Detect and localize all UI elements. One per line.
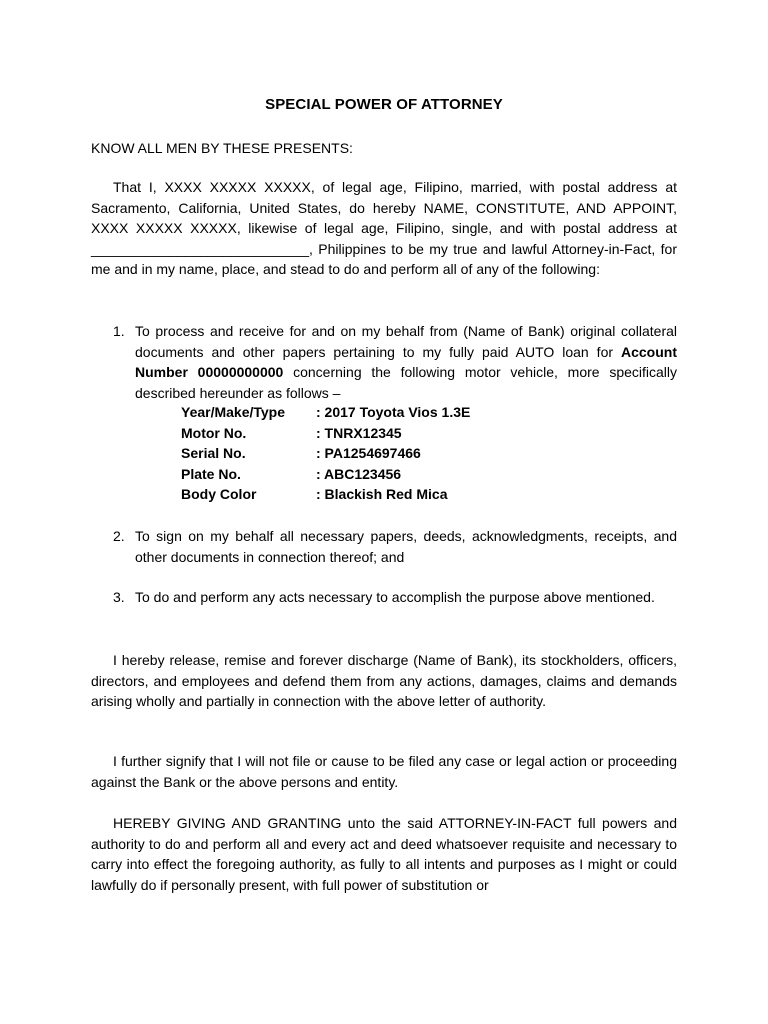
vehicle-row-serial-no bbox=[181, 443, 470, 464]
vehicle-row-year-make-type bbox=[181, 402, 470, 423]
vehicle-label: Plate No. bbox=[181, 465, 241, 482]
vehicle-value: : PA1254697466 bbox=[316, 445, 421, 461]
item-text-after: concerning the following motor vehicle, more specifically described hereunder as follows – bbox=[135, 364, 678, 401]
vehicle-value: : Blackish Red Mica bbox=[316, 486, 448, 502]
numbered-list-final bbox=[113, 587, 677, 608]
numbered-list-continued bbox=[113, 526, 677, 567]
vehicle-value: : TNRX12345 bbox=[316, 424, 402, 441]
vehicle-label: Year/Make/Type bbox=[181, 404, 286, 420]
signify-paragraph: I further signify that I will not file or cause to be filed any case or legal action or proceeding against the Bank or the above persons and entity. bbox=[91, 753, 677, 790]
numbered-list bbox=[113, 321, 677, 403]
list-item-number: 2. bbox=[113, 528, 125, 544]
vehicle-value: : 2017 Toyota Vios 1.3E bbox=[316, 404, 471, 420]
list-item-text: To sign on my behalf all necessary papers, deeds, acknowledgments, receipts, and other documents in connection thereof; and bbox=[135, 528, 677, 565]
list-item bbox=[113, 587, 677, 608]
vehicle-row-body-color bbox=[181, 484, 470, 505]
list-item bbox=[113, 526, 677, 567]
intro-paragraph: That I, XXXX XXXXX XXXXX, of legal age, Filipino, married, with postal address at Sacramento, California, United States, do hereby NAME, CONSTITUTE, AND APPOINT, XXXX XXXXX XXXXX, likewise of legal age, Filipino, single, and with postal address at ____________________________, Philippines to be my true and lawful Attorney-in-Fact, for me and in my name, place, and stead to do and perform all of any of the following: bbox=[91, 179, 677, 277]
vehicle-row-motor-no bbox=[181, 423, 470, 444]
list-item-text: To do and perform any acts necessary to accomplish the purpose above mentioned. bbox=[135, 589, 655, 605]
list-item-number: 3. bbox=[113, 589, 125, 605]
vehicle-row-plate-no bbox=[181, 464, 470, 485]
granting-paragraph: HEREBY GIVING AND GRANTING unto the said ATTORNEY-IN-FACT full powers and authority to do and perform all and every act and deed whatsoever requisite and necessary to carry into effect the foregoing authority, as fully to all intents and purposes as I might or could lawfully do if personally present, with full power of substitution or bbox=[91, 815, 677, 893]
vehicle-details bbox=[181, 402, 470, 505]
account-number: Account Number 00000000000 bbox=[135, 343, 677, 380]
item-text-before: To process and receive for and on my behalf from (Name of Bank) original collateral documents and other papers pertaining to my fully paid AUTO loan for bbox=[135, 323, 677, 360]
list-item bbox=[113, 321, 677, 403]
document-title: SPECIAL POWER OF ATTORNEY bbox=[265, 96, 503, 113]
vehicle-label: Serial No. bbox=[181, 445, 246, 461]
vehicle-value: : ABC123456 bbox=[316, 465, 402, 482]
release-paragraph: I hereby release, remise and forever discharge (Name of Bank), its stockholders, officers, directors, and employees and defend them from any actions, damages, claims and demands arising wholly and partially in connection with the above letter of authority. bbox=[91, 652, 677, 709]
vehicle-label: Motor No. bbox=[181, 424, 247, 441]
list-item-number: 1. bbox=[113, 323, 125, 339]
salutation: KNOW ALL MEN BY THESE PRESENTS: bbox=[91, 140, 353, 156]
vehicle-label: Body Color bbox=[181, 486, 257, 502]
list-item-text bbox=[135, 321, 677, 403]
